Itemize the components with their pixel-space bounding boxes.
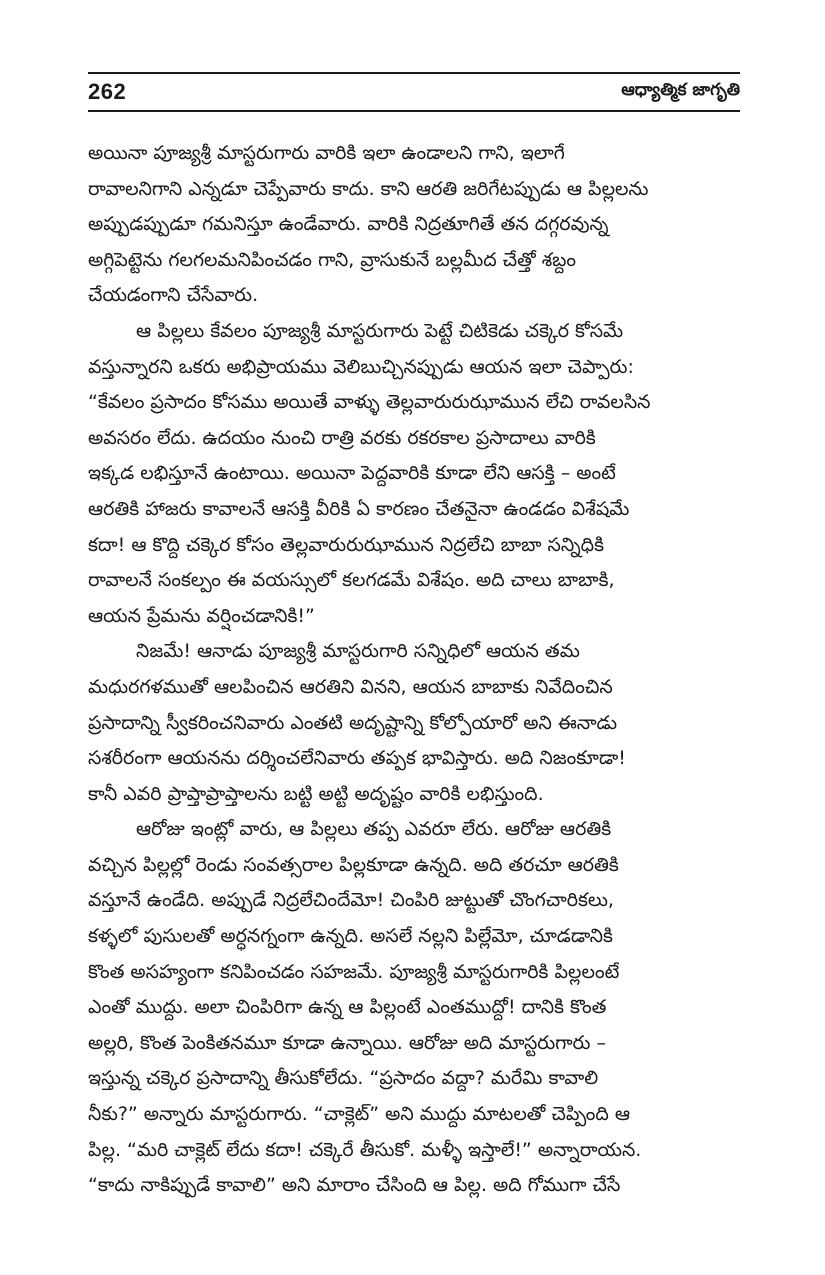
paragraph: ఆ పిల్లలు కేవలం పూజ్యశ్రీ మాస్టరుగారు పెట్టే చిటికెడు చక్కెర కోసమే వస్తున్నారని ఒకరు అభిప్రాయము వెలిబుచ్చినప్పుడు ఆయన ఇలా చెప్పారు: “కేవలం ప్రసాదం కోసము అయితే వాళ్ళు తెల్లవారురుఝామున లేచి రావలసిన అవసరం లేదు. ఉదయం నుంచి రాత్రి వరకు రకరకాల ప్రసాదాలు వారికి ఇక్కడ లభిస్తూనే ఉంటాయి. అయినా పెద్దవారికి కూడా లేని ఆసక్తి – అంటే ఆరతికి హాజరు కావాలనే ఆసక్తి వీరికి ఏ కారణం చేతనైనా ఉండడం విశేషమే కదా! ఆ కొద్ది చక్కెర కోసం తెల్లవారురుఝామున నిద్రలేచి బాబా సన్నిధికి రావాలనే సంకల్పం ఈ వయస్సులో కలగడమే విశేషం. అది చాలు బాబాకి, ఆయన ప్రేమను వర్షించడానికి!” <box>88 319 651 627</box>
page-number: 262 <box>88 79 127 104</box>
running-title: ఆధ్యాత్మిక జాగృతి <box>621 80 740 100</box>
book-page <box>88 72 740 1222</box>
paragraph: ఆరోజు ఇంట్లో వారు, ఆ పిల్లలు తప్ప ఎవరూ లేరు. ఆరోజు ఆరతికి వచ్చిన పిల్లల్లో రెండు సంవత్సరాల పిల్లకూడా ఉన్నది. అది తరచూ ఆరతికి వస్తూనే ఉండేది. అప్పుడే నిద్రలేచిందేమో! చింపిరి జుట్టుతో చొంగచారికలు, కళ్ళలో పుసులతో అర్ధనగ్నంగా ఉన్నది. అసలే నల్లని పిల్లేమో, చూడడానికి కొంత అసహ్యంగా కనిపించడం సహజమే. పూజ్యశ్రీ మాస్టరుగారికి పిల్లలంటే ఎంతో ముద్దు. అలా చింపిరిగా ఉన్న ఆ పిల్లంటే ఎంతముద్దో! దానికి కొంత అల్లరి, కొంత పెంకితనమూ కూడా ఉన్నాయి. ఆరోజు అది మాస్టరుగారు – ఇస్తున్న చక్కెర ప్రసాదాన్ని తీసుకోలేదు. “ప్రసాదం వద్దా? మరేమి కావాలి నీకు?” అన్నారు మాస్టరుగారు. “చాక్లెట్” అని ముద్దు మాటలతో చెప్పింది ఆ పిల్ల. “మరి చాక్లెట్ లేదు కదా! చక్కెరే తీసుకో. మళ్ళీ ఇస్తాలే!” అన్నారాయన. “కాదు నాకిప్పుడే కావాలి” అని మారాం చేసింది ఆ పిల్ల. అది గోముగా చేసే <box>88 818 642 1197</box>
paragraph: అయినా పూజ్యశ్రీ మాస్టరుగారు వారికి ఇలా ఉండాలని గాని, ఇలాగే రావాలనిగాని ఎన్నడూ చెప్పేవారు కాదు. కాని ఆరతి జరిగేటప్పుడు ఆ పిల్లలను అప్పుడప్పుడూ గమనిస్తూ ఉండేవారు. వారికి నిద్రతూగితే తన దగ్గరవున్న అగ్గిపెట్టెను గలగలమనిపించడం గాని, వ్రాసుకునే బల్లమీద చేత్తో శబ్దం చేయడంగాని చేసేవారు. <box>88 142 649 307</box>
page-body <box>88 136 740 1204</box>
paragraph: నిజమే! ఆనాడు పూజ్యశ్రీ మాస్టరుగారి సన్నిధిలో ఆయన తమ మధురగళముతో ఆలపించిన ఆరతిని వినని, ఆయన బాబాకు నివేదించిన ప్రసాదాన్ని స్వీకరించనివారు ఎంతటి అదృష్టాన్ని కోల్పోయారో అని ఈనాడు సశరీరంగా ఆయనను దర్శించలేనివారు తప్పక భావిస్తారు. అది నిజంకూడా! కానీ ఎవరి ప్రాప్తాప్రాప్తాలను బట్టి అట్టి అదృష్టం వారికి లభిస్తుంది. <box>88 640 626 805</box>
page-header <box>88 72 740 112</box>
